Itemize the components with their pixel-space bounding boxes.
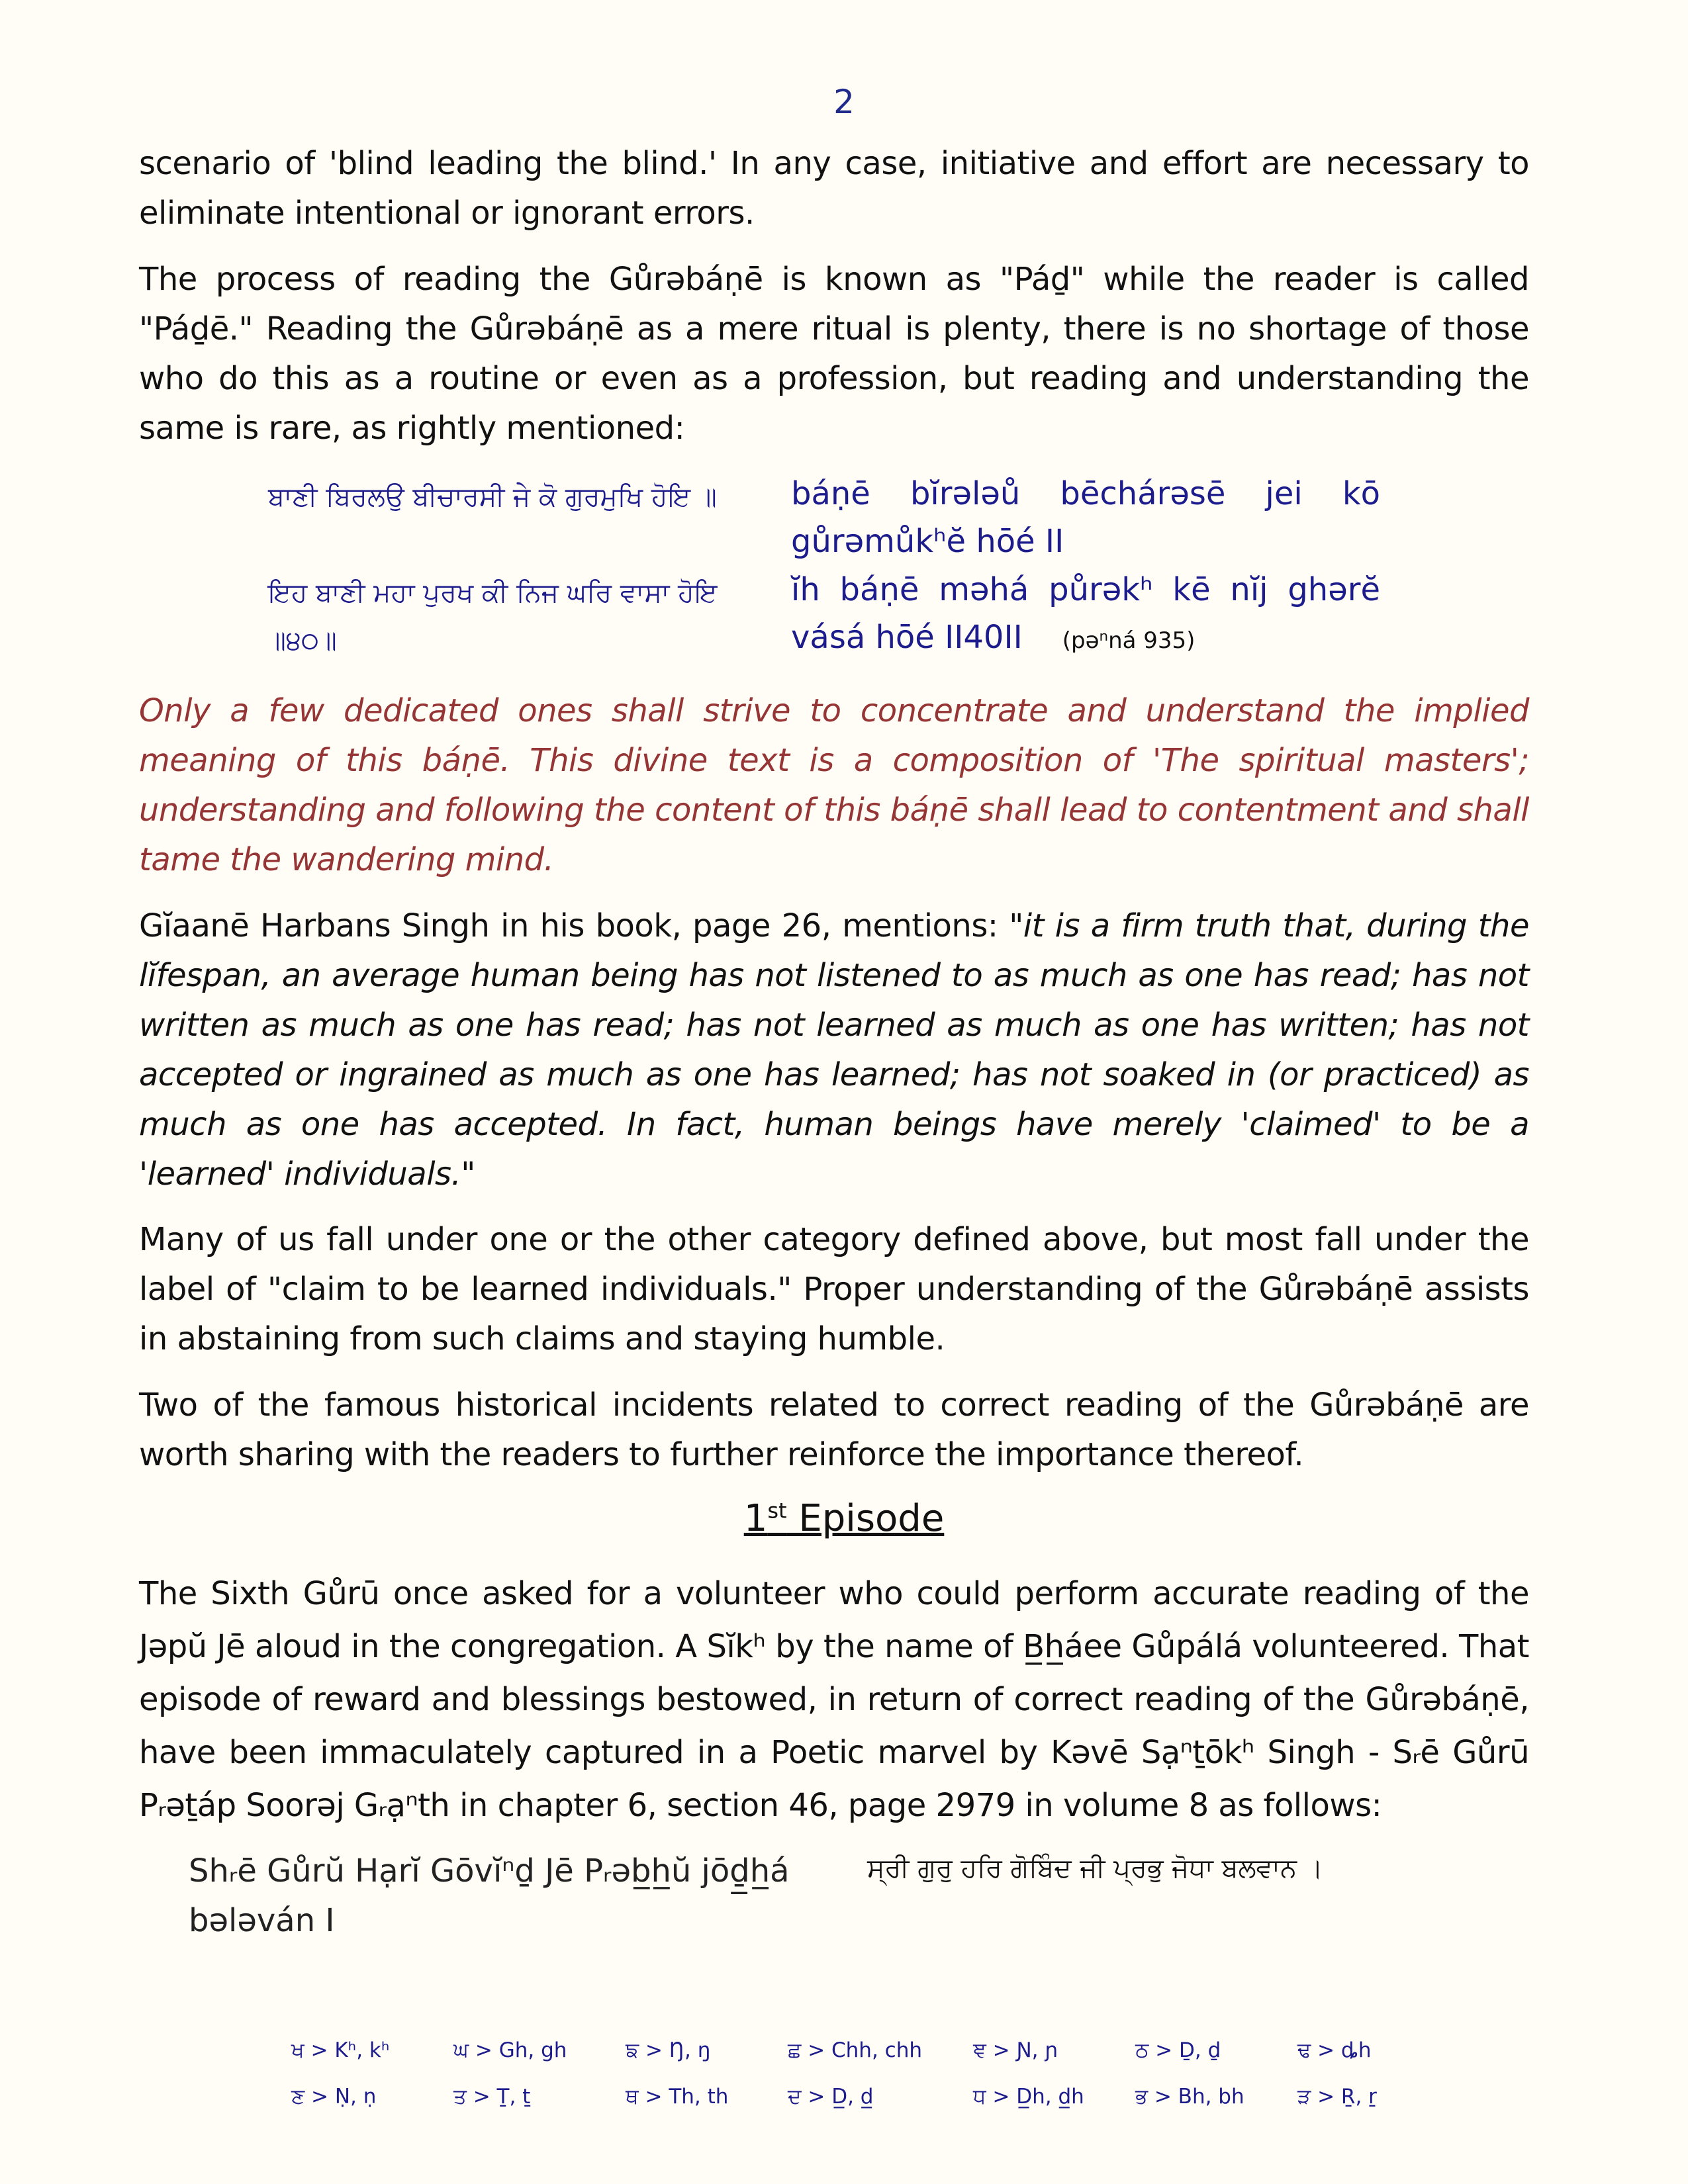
- legend-item: ਢ > ȡh: [1297, 2038, 1372, 2062]
- episode-heading: [0, 1497, 1688, 1540]
- legend-item: ਞ > Ɲ, ɲ: [973, 2038, 1058, 2062]
- legend-item: ਣ > Ṇ, ṇ: [291, 2085, 377, 2109]
- paragraph-sixth-guru: The Sixth Gůrū once asked for a volunteer who could perform accurate reading of the Jəpŭ Jē aloud in the congregation. A Sĭkʰ by the name of B̲h̲áee Gůpálá volunteered. That episode of reward and blessings bestowed, in return of correct reading of the Gůrəbáṇē, have been immaculately captured in a Poetic marvel by Kəvē Sạⁿṯōkʰ Singh - Sᵣē Gůrū Pᵣəṯáp Soorəj Gᵣạⁿth in chapter 6, section 46, page 2979 in volume 8 as follows:: [139, 1575, 1529, 1824]
- paragraph-blind-leading: scenario of 'blind leading the blind.' In any case, initiative and effort are necessary to eliminate intentional or ignorant errors.: [139, 145, 1529, 232]
- heading-ordinal-suffix: st: [767, 1498, 787, 1524]
- verse-reference: (pəⁿná 935): [1062, 627, 1196, 654]
- quote-text: "it is a firm truth that, during the lĭfespan, an average human being has not listened to as much as one has read; has not written as much as one has read; has not learned as much as one has written; has not accepted or ingrained as much as one has learned; has not soaked in (or practiced) as much as one has accepted. In fact, human beings have merely 'claimed' to be a 'learned' individuals.": [139, 907, 1529, 1193]
- verse2-gurmukhi: ਸ੍ਰੀ ਗੁਰੁ ਹਰਿ ਗੋਬਿੰਦ ਜੀ ਪ੍ਰਭੁ ਜੋਧਾ ਬਲਵਾਨ ।: [867, 1853, 1323, 1884]
- legend-item: ਘ > Gh, gh: [453, 2038, 567, 2062]
- legend-item: ਠ > Ḏ, ḏ: [1135, 2038, 1221, 2062]
- paragraph-reading-process: The process of reading the Gůrəbáṇē is known as "Páḏ" while the reader is called "Páḏē." Reading the Gůrəbáṇē as a mere ritual is plenty, there is no shortage of those who do this as a routine or even as a profession, but reading and understanding the same is rare, as rightly mentioned:: [139, 261, 1529, 447]
- legend-item: ਖ > Kʰ, kʰ: [291, 2038, 390, 2062]
- quote-lead: Gĭaanē Harbans Singh in his book, page 26, mentions:: [139, 907, 1009, 944]
- verse-transliteration-line-1: báṇē bĭrələů bēchárəsē jei kō gůrəmůkʰĕ hōé II: [791, 475, 1380, 560]
- legend-item: ਭ > Bh, bh: [1135, 2085, 1244, 2109]
- legend-item: ਛ > Chh, chh: [788, 2038, 923, 2062]
- heading-title: Episode: [786, 1497, 945, 1540]
- verse-gurmukhi-line-1: ਬਾਣੀ ਬਿਰਲਉ ਬੀਚਾਰਸੀ ਜੇ ਕੋ ਗੁਰਮੁਖਿ ਹੋਇ ॥: [268, 482, 717, 512]
- legend-item: ਥ > Th, th: [626, 2085, 729, 2109]
- transliteration-text: ĭh báṇē məhá půrəkʰ kē nĭj ghərĕ vásá hōé II40II: [791, 571, 1380, 656]
- verse-transliteration-line-2: [791, 566, 1380, 664]
- legend-item: ਧ > D̲h, d̲h: [973, 2085, 1084, 2109]
- paragraph-two-incidents: Two of the famous historical incidents related to correct reading of the Gůrəbáṇē are worth sharing with the readers to further reinforce the importance thereof.: [139, 1387, 1529, 1473]
- legend-item: ਤ > Ṯ, ṯ: [453, 2085, 531, 2109]
- page-number: 2: [833, 83, 855, 121]
- verse-gurmukhi-line-2: ਇਹ ਬਾਣੀ ਮਹਾ ਪੁਰਖ ਕੀ ਨਿਜ ਘਰਿ ਵਾਸਾ ਹੋਇ ॥੪੦॥: [268, 578, 718, 656]
- legend-item: ਦ > D̲, d̲: [788, 2085, 874, 2109]
- verse2-transliteration: Shᵣē Gůrŭ Hạrĭ Gōvĭⁿḏ Jē Pᵣəb̲h̲ŭ jōḏ̲h̲á bələván I: [189, 1852, 790, 1939]
- paragraph-many-of-us: Many of us fall under one or the other category defined above, but most fall under the label of "claim to be learned individuals." Proper understanding of the Gůrəbáṇē assists in abstaining from such claims and staying humble.: [139, 1221, 1529, 1357]
- paragraph-meaning: Only a few dedicated ones shall strive to concentrate and understand the implied meaning of this báṇē. This divine text is a composition of 'The spiritual masters'; understanding and following the content of this báṇē shall lead to contentment and shall tame the wandering mind.: [139, 692, 1529, 878]
- legend-item: ਙ > Ŋ, ŋ: [626, 2038, 711, 2062]
- paragraph-giaane-quote: [139, 901, 1529, 1199]
- legend-item: ੜ > Ṟ, ṟ: [1297, 2085, 1377, 2109]
- heading-ordinal: 1: [743, 1497, 768, 1540]
